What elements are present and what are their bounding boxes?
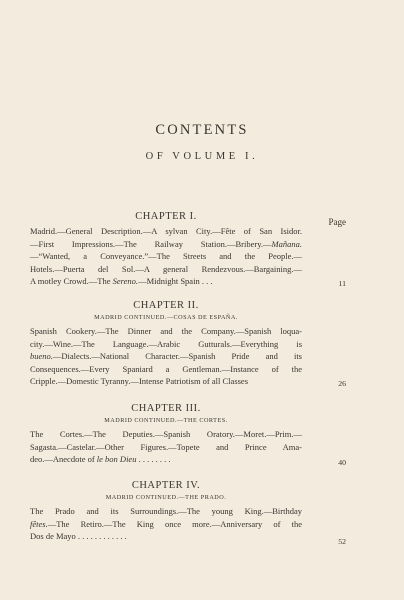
chapter-1-entry [30, 211, 302, 288]
page-number: 11 [338, 279, 346, 288]
toc-line: bueno.—Dialects.—National Character.—Spanish Pride and its [30, 351, 302, 362]
chapter-title: CHAPTER III. [131, 403, 201, 414]
toc-line: —“Wanted, a Conveyance.”—The Streets and the People.— [30, 251, 302, 262]
page-number: 52 [338, 537, 346, 546]
chapter-2-entry [30, 300, 302, 388]
chapter-subtitle: MADRID CONTINUED.—THE CORTES. [104, 417, 228, 424]
page-column-label: Page [328, 217, 346, 227]
toc-line: fêtes.—The Retiro.—The King once more.—Anniversary of the [30, 518, 302, 529]
toc-line: Madrid.—General Description.—A sylvan City.—Fête of San Isidor. [30, 226, 302, 236]
toc-line: —First Impressions.—The Railway Station.—Bribery.—Mañana. [30, 238, 302, 249]
contents-heading: CONTENTS [155, 122, 249, 138]
toc-line: Sagasta.—Castelar.—Other Figures.—Topete and Prince Ama- [30, 441, 302, 452]
chapter-subtitle: MADRID CONTINUED.—THE PRADO. [105, 494, 227, 501]
chapter-title: CHAPTER I. [135, 211, 197, 222]
toc-line: Dos de Mayo . . . . . . . . . . . . [30, 531, 127, 542]
toc-line: Consequences.—Every Spaniard a Gentleman.—Instance of the [30, 363, 302, 374]
chapter-title: CHAPTER IV. [131, 480, 201, 491]
chapter-title: CHAPTER II. [133, 300, 199, 311]
page-number: 26 [338, 379, 346, 388]
toc-line: A motley Crowd.—The Sereno.—Midnight Spain . . . [30, 276, 213, 287]
volume-heading: OF VOLUME I. [145, 151, 259, 162]
toc-line: Spanish Cookery.—The Dinner and the Company.—Spanish loqua- [30, 326, 302, 336]
toc-line: The Cortes.—The Deputies.—Spanish Oratory.—Moret.—Prim.— [30, 429, 302, 439]
toc-line: deo.—Anecdote of le bon Dieu . . . . . . . . [30, 454, 171, 465]
toc-line: city.—Wine.—The Language.—Arabic Gutturals.—Everything is [30, 338, 302, 349]
toc-line: Cripple.—Domestic Tyranny.—Intense Patriotism of all Classes [30, 376, 249, 387]
chapter-subtitle: MADRID CONTINUED.—COSAS DE ESPAÑA. [94, 314, 238, 321]
page-number: 40 [338, 458, 346, 467]
toc-line: The Prado and its Surroundings.—The young King.—Birthday [30, 506, 302, 516]
toc-line: Hotels.—Puerta del Sol.—A general Rendezvous.—Bargaining.— [30, 263, 302, 274]
chapter-3-entry [30, 403, 302, 466]
chapter-4-entry [30, 480, 302, 543]
